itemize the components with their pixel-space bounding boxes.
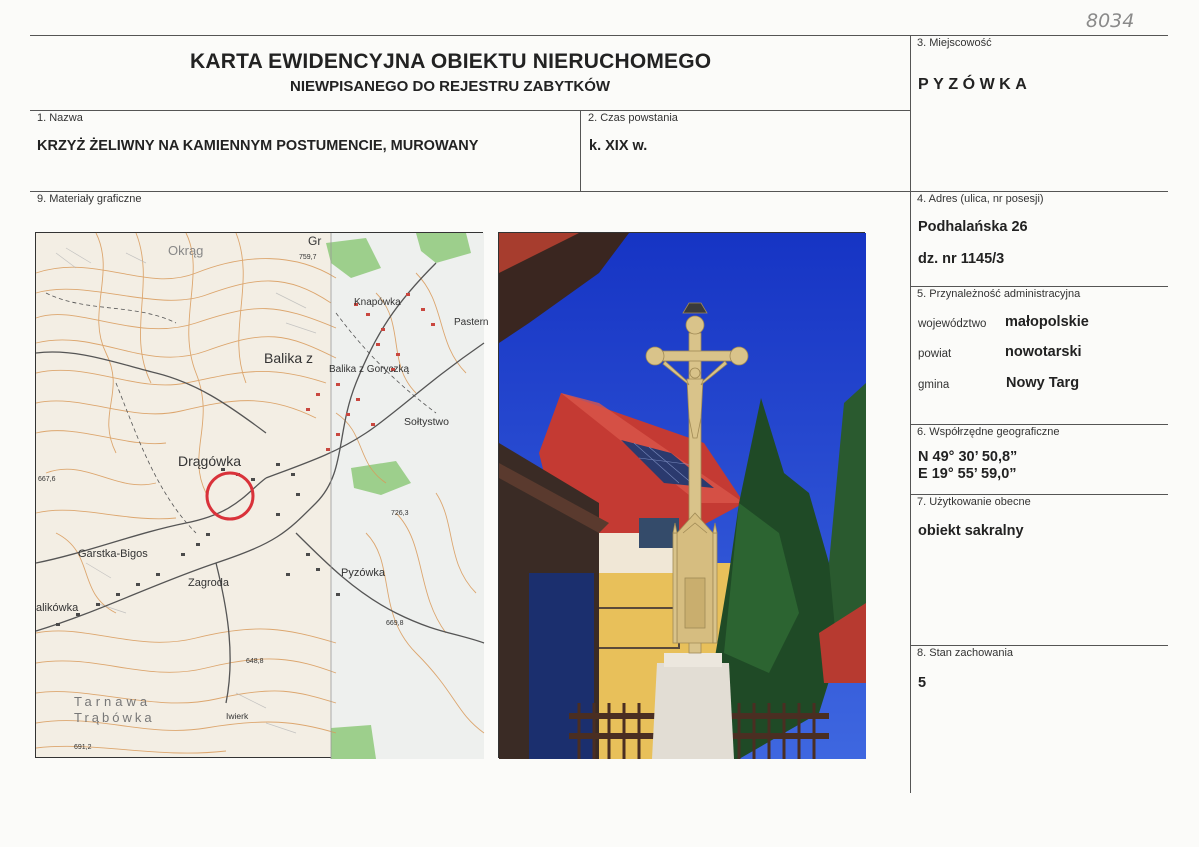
map-label: Balika z xyxy=(264,350,314,366)
gmina-label: gmina xyxy=(918,379,950,391)
miejscowosc-label: 3. Miejscowość xyxy=(917,37,992,49)
gmina-value: Nowy Targ xyxy=(1006,375,1080,391)
top-border xyxy=(30,35,1168,36)
divider xyxy=(580,110,581,192)
map-label: alikówka xyxy=(36,602,79,614)
powiat-value: nowotarski xyxy=(1005,344,1082,360)
uzytkowanie-label: 7. Użytkowanie obecne xyxy=(917,496,1031,508)
divider xyxy=(910,494,1168,495)
adres-label: 4. Adres (ulica, nr posesji) xyxy=(917,193,1044,205)
divider xyxy=(910,424,1168,425)
divider xyxy=(910,286,1168,287)
map-height: 648,8 xyxy=(246,658,264,665)
stan-value: 5 xyxy=(918,675,927,691)
map-height: 759,7 xyxy=(299,254,317,261)
czas-label: 2. Czas powstania xyxy=(588,112,678,124)
adres-line2: dz. nr 1145/3 xyxy=(918,251,1005,267)
materialy-label: 9. Materiały graficzne xyxy=(37,193,142,205)
stan-label: 8. Stan zachowania xyxy=(917,647,1014,659)
right-column-border xyxy=(910,35,911,793)
map-label: Zagroda xyxy=(188,577,229,589)
topographic-map xyxy=(35,232,489,758)
map-label: Sołtystwo xyxy=(404,416,449,428)
wojewodztwo-value: małopolskie xyxy=(1005,314,1089,330)
page-title: KARTA EWIDENCYJNA OBIEKTU NIERUCHOMEGO xyxy=(190,50,712,73)
map-height: 667,6 xyxy=(38,476,56,483)
map-label: Balika z Goryczką xyxy=(329,364,410,375)
map-height: 669,8 xyxy=(386,620,404,627)
adres-line1: Podhalańska 26 xyxy=(918,219,1028,235)
miejscowosc-value: PYZÓWKA xyxy=(918,76,1032,93)
map-label: Knapówka xyxy=(354,297,401,308)
map-label: Garstka-Bigos xyxy=(78,548,148,560)
cross-photo xyxy=(498,232,865,758)
wojewodztwo-label: województwo xyxy=(918,318,987,330)
coord-e: E 19° 55’ 59,0” xyxy=(918,466,1017,482)
przynaleznosc-label: 5. Przynależność administracyjna xyxy=(917,288,1081,300)
map-label: Okrąg xyxy=(168,243,204,258)
page-subtitle: NIEWPISANEGO DO REJESTRU ZABYTKÓW xyxy=(290,78,611,95)
nazwa-label: 1. Nazwa xyxy=(37,112,83,124)
map-label: Pyzówka xyxy=(341,567,386,579)
uzytkowanie-value: obiekt sakralny xyxy=(918,523,1024,539)
divider xyxy=(30,191,1168,192)
map-label: Tarnawa xyxy=(74,694,152,709)
map-label: Drągówka xyxy=(178,453,242,469)
nazwa-value: KRZYŻ ŻELIWNY NA KAMIENNYM POSTUMENCIE, MUROWANY xyxy=(37,138,479,154)
map-label: Gr xyxy=(308,234,322,248)
czas-value: k. XIX w. xyxy=(589,138,648,154)
map-height: 726,3 xyxy=(391,510,409,517)
map-label: Pastern xyxy=(454,317,489,328)
divider xyxy=(910,645,1168,646)
wspolrzedne-label: 6. Współrzędne geograficzne xyxy=(917,426,1060,438)
map-label: Trąbówka xyxy=(74,710,155,725)
coord-n: N 49° 30’ 50,8” xyxy=(918,449,1018,465)
map-height: 691,2 xyxy=(74,744,92,751)
handwritten-number: 8034 xyxy=(1086,10,1135,32)
map-label: Iwierk xyxy=(226,711,249,721)
powiat-label: powiat xyxy=(918,348,952,360)
divider xyxy=(30,110,910,111)
